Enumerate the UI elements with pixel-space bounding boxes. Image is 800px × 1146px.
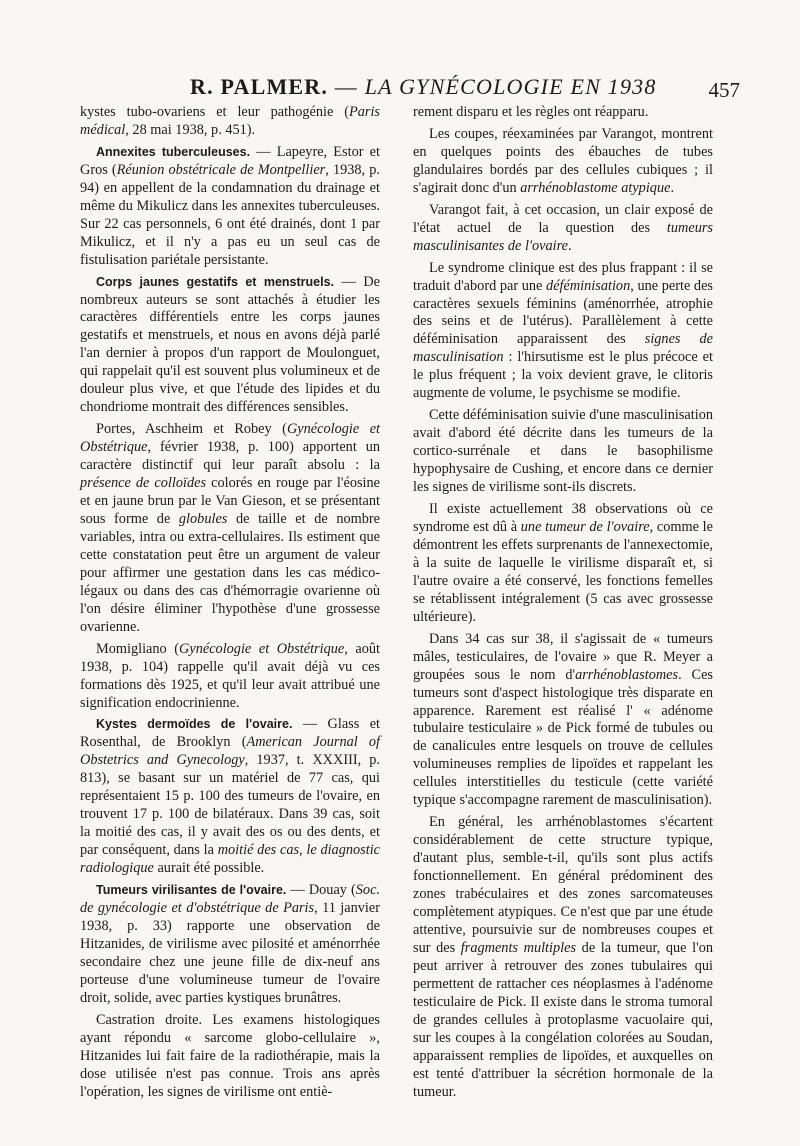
text-run: Portes, Aschheim et Robey ( xyxy=(96,421,287,438)
text-run: kystes tubo-ovariens et leur pathogénie ( xyxy=(80,104,350,120)
running-title xyxy=(190,74,657,100)
paragraph xyxy=(80,104,380,140)
paragraph xyxy=(413,104,713,122)
emphasis-italic: présence de colloïdes xyxy=(80,475,207,492)
paragraph xyxy=(413,501,713,627)
text-run: — Glass et Rosenthal, de Brooklyn ( xyxy=(80,716,381,751)
text-run: Dans 34 cas sur 38, il s'agissait de « tumeurs mâles, testiculaires, de l'ovaire » que R. Meyer a groupées sous le nom d' xyxy=(413,630,713,683)
section-heading: Annexites tuberculeuses. xyxy=(96,144,251,159)
paragraph xyxy=(413,202,713,256)
text-run: Varangot fait, à cet occasion, un clair exposé de l'état actuel de la question des xyxy=(413,201,713,236)
paragraph xyxy=(80,641,380,713)
left-column xyxy=(80,104,380,1101)
emphasis-italic: globules xyxy=(178,510,228,527)
paragraph xyxy=(80,882,380,1008)
emphasis-italic: arrhénoblastomes xyxy=(575,666,679,683)
paragraph xyxy=(80,421,380,636)
text-run: rement disparu et les règles ont réapparu. xyxy=(413,104,649,120)
text-run: aurait été possible. xyxy=(153,860,265,877)
page-number: 457 xyxy=(708,78,740,102)
paragraph xyxy=(80,716,380,878)
citation-italic: American Journal of Obstetrics and Gynecology xyxy=(80,734,380,769)
text-run: de taille et de nombre variables, intra ou extra-cellulaires. Ils estiment que cette constatation peut être un argument de valeur pour affirmer une gestation dans les cas médico-légaux ou dans des cas d'hémorragie ovarienne où l'on désire éliminer l'hypothèse d'une grossesse ovarienne. xyxy=(80,510,380,635)
emphasis-italic: moitié des cas, le diagnostic radiologique xyxy=(80,842,381,877)
citation-italic: Réunion obstétricale de Montpellier xyxy=(116,161,326,178)
text-run: Le syndrome clinique est des plus frappant : il se traduit d'abord par une xyxy=(413,259,713,294)
header-author: R. PALMER. xyxy=(190,74,329,99)
citation-italic: Gynécologie et Obstétrique xyxy=(80,421,381,456)
section-heading: Tumeurs virilisantes de l'ovaire. xyxy=(96,883,287,898)
citation-italic: Soc. de gynécologie et d'obstétrique de Paris xyxy=(80,882,380,916)
emphasis-italic: une tumeur de l'ovaire xyxy=(520,518,650,535)
citation-italic: Paris médical xyxy=(80,104,380,138)
text-run: . xyxy=(568,237,572,254)
text-run: . xyxy=(670,179,675,196)
text-run: , 1938, p. 94) en appellent de la condamnation du drainage et même du Mikulicz dans les annexites tuberculeuses. Sur 22 cas personnels, 6 ont été drainés, dont 1 par Mikulicz, et il n'y a pas eu un seul cas de fistulisation pariétale persistante. xyxy=(80,161,380,268)
citation-italic: Gynécologie et Obstétrique xyxy=(179,640,345,657)
text-run: Les coupes, réexaminées par Varangot, montrent en quelques points des ébauches de tubes glandulaires bordés par des cellules cubiques ; il s'agirait donc d'un xyxy=(413,125,713,196)
text-run: Cette déféminisation suivie d'une masculinisation avait d'abord été décrite dans les tumeurs de la cortico-surrénale et dans le basophilisme hypophysaire de Cushing, et encore dans ce dernier les signes de virilisme sont-ils discrets. xyxy=(413,407,713,496)
text-run: : l'hirsutisme est le plus précoce et le plus fréquent ; la voix devient grave, le clitoris augmente de volume, le psychisme se modifie. xyxy=(413,349,713,402)
emphasis-italic: déféminisation xyxy=(546,277,631,294)
paragraph xyxy=(80,144,380,270)
text-run: , août 1938, p. 104) rappelle qu'il avait déjà vu ces formations dès 1925, et qu'il leur avait attribué une signification endocrinienne. xyxy=(80,640,381,711)
emphasis-italic: fragments multiples xyxy=(460,939,577,956)
text-run: — Lapeyre, Estor et Gros ( xyxy=(80,143,380,178)
paragraph xyxy=(413,126,713,198)
text-run: Il existe actuellement 38 observations où ce syndrome est dû à xyxy=(413,501,713,535)
right-column xyxy=(413,104,713,1101)
text-run: de la tumeur, que l'on peut arriver à retrouver des zones tubulaires qui permettent de rattacher ces néoplasmes à l'adénome testiculaire de Pick. Il existe dans le stroma tumoral de grandes cellules à protoplasme vacuolaire qui, sur les coupes à la congélation colorées au Soudan, apparaissent remplies de lipoïdes, et auxquelles on est tenté d'attribuer la sécrétion hormonale de la tumeur. xyxy=(413,939,713,1100)
emphasis-italic: tumeurs masculinisantes de l'ovaire xyxy=(413,219,713,254)
text-run: , 1937, t. XXXIII, p. 813), se basant sur un matériel de 77 cas, qui représentaient 15 p. 100 des tumeurs de l'ovaire, en trouvent 17 p. 100 de bilatéraux. Dans 39 cas, soit la moitié des cas, il y avait des os ou des dents, et par conséquent, dans la xyxy=(80,752,381,859)
text-run: , 28 mai 1938, p. 451). xyxy=(125,121,256,138)
text-run: En général, les arrhénoblastomes s'écartent considérablement de cette structure typique, d'autant plus, semble-t-il, qu'ils sont plus actifs fonctionnellement. En général prédominent des zones trabéculaires et des zones sarcomateuses complètement atypiques. Ce n'est que par une étude attentive, poursuivie sur de nombreuses coupes et sur des xyxy=(413,814,713,956)
paragraph xyxy=(413,814,713,1101)
paragraph xyxy=(80,1012,380,1102)
section-heading: Kystes dermoïdes de l'ovaire. xyxy=(96,717,293,732)
text-run: , comme le démontrent les effets surprenants de l'annexectomie, à la suite de laquelle le virilisme disparaît et, si l'autre ovaire a été conservé, les fonctions femelles se rétablissent intégralement (5 cas avec grossesse ultérieure). xyxy=(413,518,713,625)
emphasis-italic: arrhénoblastome atypique xyxy=(520,179,671,196)
header-title: LA GYNÉCOLOGIE EN 1938 xyxy=(364,74,657,99)
header-separator: — xyxy=(328,74,365,99)
running-header xyxy=(80,74,740,108)
text-run: . Ces tumeurs sont d'aspect histologique très disparate en apparence. Rarement est réalisé l' « adénome tubulaire testiculaire » de Pick formé de tubules ou de canalicules entre lesquels on trouve de cellules volumineuses remplies de lipoïdes et rappelant les cellules interstitielles du testicule (cette variété typique s'accompagne rarement de masculinisation). xyxy=(413,666,713,809)
text-run: Castration droite. Les examens histologiques ayant répondu « sarcome globo-cellulaire », Hitzanides lui fait faire de la radiothérapie, mais la dose utilisée n'est pas connue. Trois ans après l'opération, les signes de virilisme ont entiè- xyxy=(80,1011,380,1100)
paragraph xyxy=(413,631,713,811)
text-run: Momigliano ( xyxy=(96,640,180,657)
text-run: , une perte des caractères sexuels féminins (aménorrhée, atrophie des seins et de l'utérus). Parallèlement à cette déféminisation apparaissent des xyxy=(413,277,713,348)
text-run: , février 1938, p. 100) apportent un caractère distinctif qui leur paraît absolu : la xyxy=(80,439,380,474)
paragraph xyxy=(80,274,380,418)
paragraph xyxy=(413,260,713,404)
text-run: , 11 janvier 1938, p. 33) rapporte une observation de Hitzanides, de virilisme avec pilosité et aménorrhée secondaire chez une jeune fille de dix-neuf ans porteuse d'une volumineuse tumeur de l'ovaire droit, solide, avec parties kystiques brunâtres. xyxy=(80,899,381,1006)
text-run: colorés en rouge par l'éosine et en jaune brun par le Van Gieson, et se présentant sous forme de xyxy=(80,475,380,527)
paragraph xyxy=(413,407,713,497)
text-run: — De nombreux auteurs se sont attachés à étudier les caractères différentiels entre les corps jaunes gestatifs et menstruels, et nous en avons déjà parlé l'an dernier à propos d'un rapport de Moulonguet, qui rappelait qu'il est souvent plus volumineux et de douleur plus vive, et que l'étude des lipides et du chondriome montrait des différences sensibles. xyxy=(80,273,380,416)
section-heading: Corps jaunes gestatifs et menstruels. xyxy=(96,274,335,289)
text-run: — Douay ( xyxy=(286,882,356,899)
emphasis-italic: signes de masculinisation xyxy=(413,331,714,366)
